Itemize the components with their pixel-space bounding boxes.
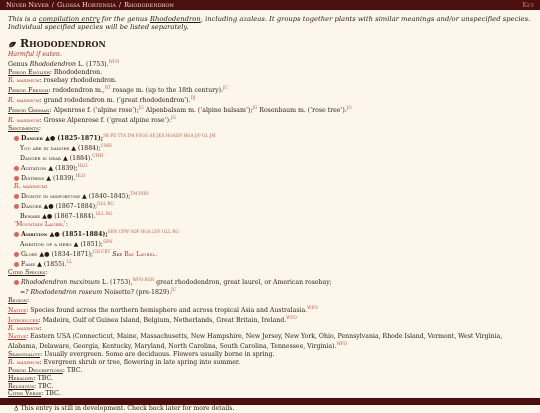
sentiment-beware: Beware ▲● (1867–1884).$^{GLL RG}$ <box>20 211 113 221</box>
sentiment-dot-icon <box>14 176 19 181</box>
sentiment-fame: Fame ▲ (1855).$^{LL}$ <box>8 259 532 269</box>
leaf-icon <box>8 41 17 48</box>
sentiment-danger-maximum: Danger ▲● (1867–1884);$^{GLL RG}$ <box>8 201 532 211</box>
sentiment-dignity: Dignity in misfortune ▲ (1840–1845);$^{TM PHO}$ <box>8 191 532 201</box>
period-english: Period English: Rhododendron. <box>8 69 103 77</box>
seasonality: Seasonality: Usually evergreen. Some are deciduous. Flowers usually borne in spring. <box>8 350 275 358</box>
sentiment-ambition-of-hero: Ambition of a hero ▲ (1851);$^{SBN}$ <box>20 239 113 249</box>
seasonality-maximum: R. maximum: Evergreen shrub or tree, flowering in late spring into summer. <box>8 358 241 366</box>
period-descriptions: Period Descriptions: TBC. <box>8 366 83 374</box>
breadcrumb <box>6 1 174 9</box>
sentiment-ambition: Ambition ▲● (1851–1884);$^{SBN CPW SOF HGA LFF GLL RG}$ <box>8 229 532 239</box>
leaf-small-icon: ♁ <box>14 405 19 413</box>
genus-link[interactable]: Rhododendron <box>149 15 201 23</box>
sentiment-dot-icon <box>14 166 19 171</box>
sentiment-dot-icon <box>14 262 19 267</box>
sentiment-r-maximum-label: R. maximum: <box>14 183 48 191</box>
sentiment-dot-icon <box>14 136 19 141</box>
sentiment-agitation: Agitation ▲ (1839);$^{HLO}$ <box>8 163 532 173</box>
breadcrumb-separator: / <box>51 0 54 9</box>
region-native: Native: Species found across the northern hemisphere and across tropical Asia and Australasia.$^{WFO}$ <box>8 304 318 314</box>
sentiment-distress: Distress ▲ (1839).$^{HLO}$ <box>8 173 532 183</box>
breadcrumb-glossa-hortensia[interactable]: Glossa Hortensia <box>57 0 116 9</box>
breadcrumb-current: Rhododendron <box>124 0 174 9</box>
harmful-warning: Harmful if eaten. <box>8 51 62 59</box>
key-link[interactable]: Key <box>522 0 534 9</box>
sentiment-dot-icon <box>14 204 19 209</box>
cited-species-maximum: Rhododendron maximum L. (1753),$^{WFO BGR}$ great rhododendron, great laurel, or American rosebay; <box>8 277 532 287</box>
cited-species-heading: Cited Species: <box>8 269 48 277</box>
sentiments-heading: Sentiments: <box>8 125 41 133</box>
entry-content <box>0 10 540 413</box>
breadcrumb-separator: / <box>118 0 122 9</box>
sentiment-dot-icon <box>14 232 19 237</box>
genus-line: Genus Rhododendron L. (1753).$^{WFO}$ <box>8 59 120 69</box>
period-german: Period German: Alpenrose f. (‘alpine rose’);$^{JG}$ Alpenbalsam m. (‘alpine balsam’);$^{JG}$ Rosenbaum m. (‘rose tree’).$^{JG}$ <box>8 105 352 115</box>
region-introduced: Introduced: Madeira, Gulf of Guinea Island, Belgium, Netherlands, Great Britain, Ireland.$^{WFO}$ <box>8 314 297 324</box>
sentiment-glory: Glory ▲● (1834–1871);$^{CH CBT}$ See Bay Laurel. <box>8 249 532 259</box>
region-native-maximum: Native: Eastern USA (Connecticut, Maine, Massachusetts, New Hampshire, New Jersey, New York, Ohio, Pennsylvania, Rhode Island, Vermont, West Virginia, Alabama, Delaware, Georgia, Kentucky, Maryland, North Carolina, South Carolina, Tennessee, Virginia).$^{WFO}$ <box>8 332 503 350</box>
species-dot-icon <box>14 280 19 285</box>
intro-text: This is a compilation entry for the genus Rhododendron, including azaleas. It groups together plants with similar meanings and/or unspecified species. Individual specified species will be listed separately. <box>8 15 531 32</box>
cited-species-roseum: =? Rhododendron roseum Noisette? (pre-1829).$^{JC}$ <box>20 286 177 297</box>
top-nav-bar <box>0 0 540 10</box>
r-maximum-english: R. maximum: rosebay rhododendron. <box>8 77 117 85</box>
compilation-entry-link[interactable]: compilation entry <box>38 15 100 23</box>
r-maximum-german: R. maximum: Grosse Alpenrose f. (‘great alpine rose’).$^{JG}$ <box>8 115 177 125</box>
sentiment-danger: Danger ▲● (1825–1871);$^{SB PE TTA TM FSGG SE JKS HGAOF HGA J/F GL JM}$ <box>8 133 532 143</box>
region-r-maximum-label: R. maximum: <box>8 324 42 332</box>
sentiment-you-are-in-danger: You are in danger ▲ (1884);$^{CMH}$ <box>20 143 112 153</box>
period-french: Period French: rododendron m.,$^{RT}$ rosage m. (up to the 18th century).$^{JC}$ <box>8 85 228 95</box>
religious: Religious: TBC. <box>8 382 54 390</box>
breadcrumb-never-never[interactable]: Never Never <box>6 0 49 9</box>
bottom-bar <box>0 398 540 405</box>
bay-laurel-link[interactable]: Bay Laurel. <box>124 251 158 259</box>
cited-verse: Cited Verse: TBC. <box>8 390 61 398</box>
r-maximum-french: R. maximum: grand rododendron m. (‘great rhododendron’).$^{DJ}$ <box>8 95 196 105</box>
sentiment-danger-is-near: Danger is near ▲ (1884).$^{CMH}$ <box>20 153 104 163</box>
sentiment-mountain-laurel-label: ‘Mountain Laurel’: <box>14 221 68 229</box>
development-note: ♁ This entry is still in development. Check back later for more details. <box>14 405 235 413</box>
sentiment-dot-icon <box>14 252 19 257</box>
sentiment-dot-icon <box>14 194 19 199</box>
region-heading: Region: <box>8 296 30 304</box>
page-title: Rhododendron <box>8 37 532 51</box>
heraldry: Heraldry: TBC. <box>8 374 53 382</box>
